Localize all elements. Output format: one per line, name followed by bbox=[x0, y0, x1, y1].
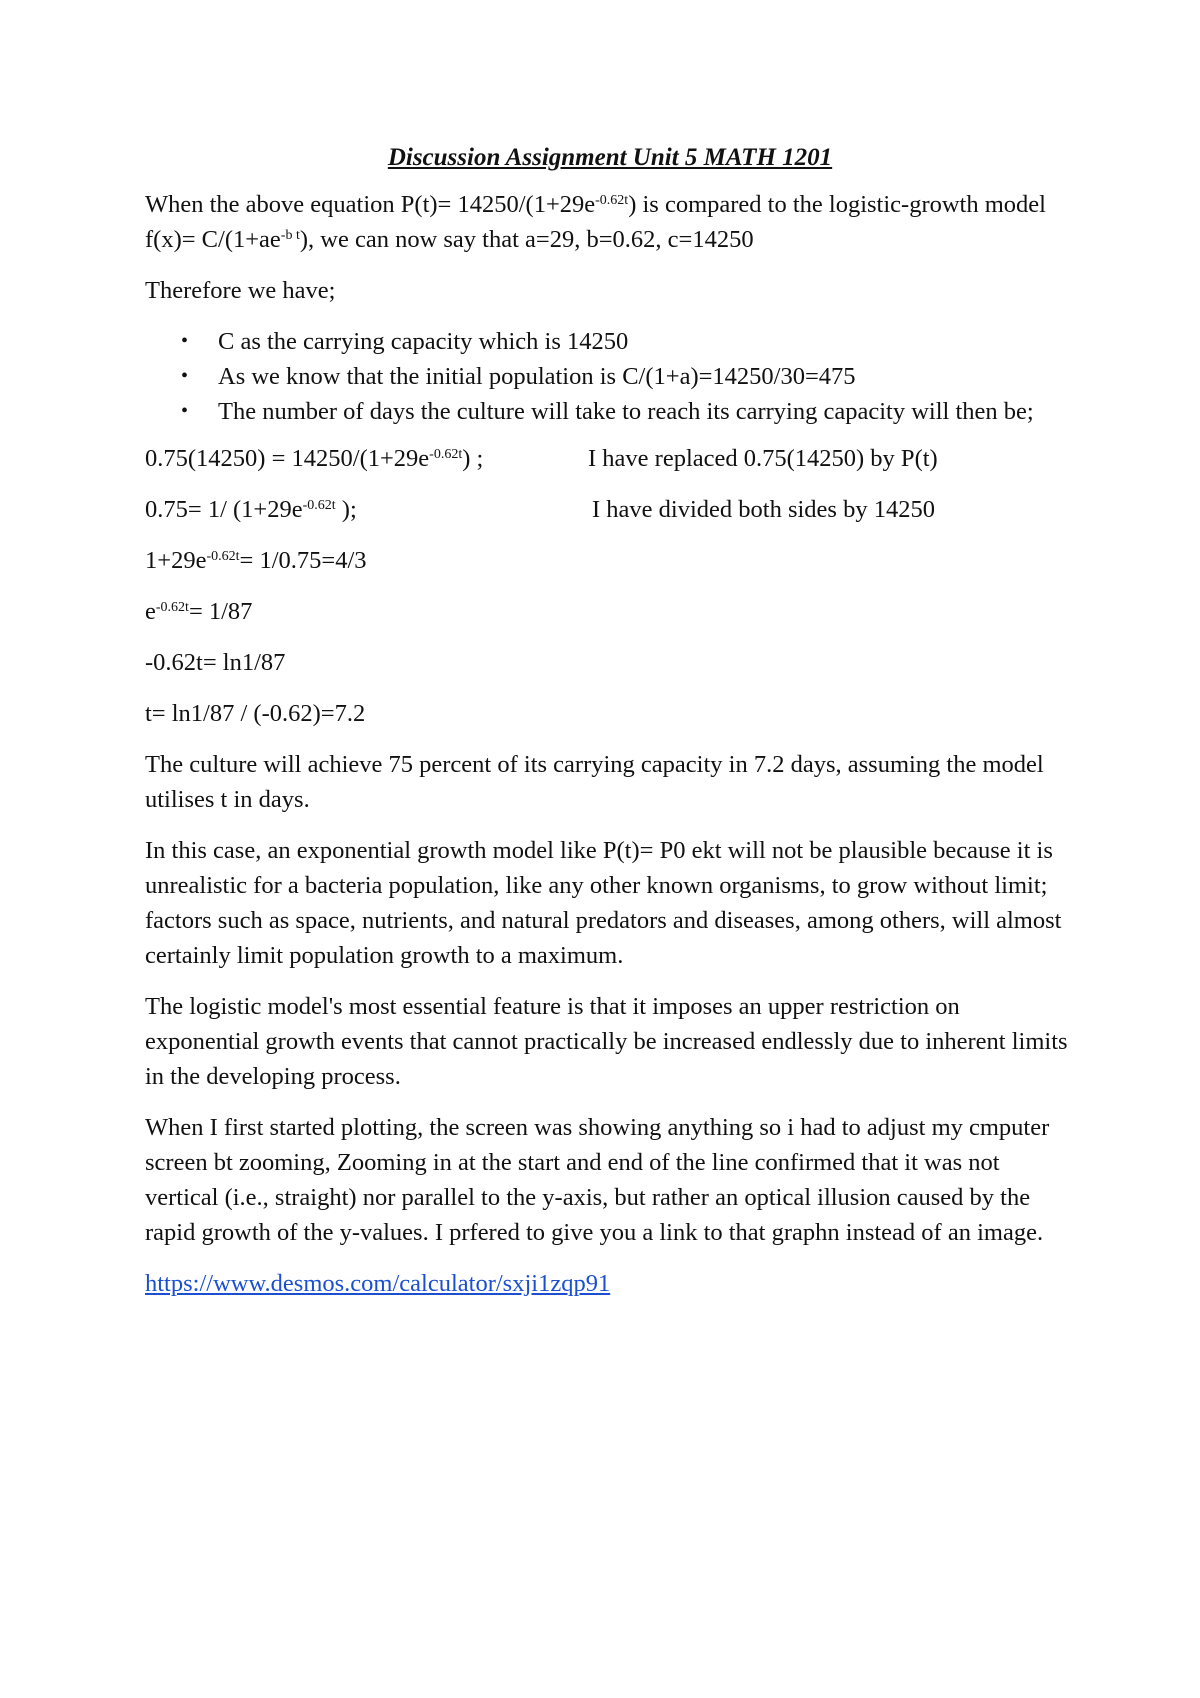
bullet-icon: • bbox=[181, 400, 189, 422]
intro-text-a: When the above equation P(t)= 14250/(1+29e bbox=[145, 191, 596, 218]
culture-paragraph: The culture will achieve 75 percent of its carrying capacity in 7.2 days, assuming the model utilises t in days. bbox=[145, 751, 1044, 813]
plotting-paragraph: When I first started plotting, the screen was showing anything so i had to adjust my cmputer screen bt zooming, Zooming in at the start and end of the line confirmed that it was not vertical (i.e., straight) nor parallel to the y-axis, but rather an optical illusion caused by the rapid growth of the y-values. I prfered to give you a link to that graphn instead of an image. bbox=[145, 1114, 1050, 1246]
list-item-text: The number of days the culture will take to reach its carrying capacity will then be; bbox=[218, 398, 1034, 425]
bullet-icon: • bbox=[181, 365, 189, 387]
logistic-paragraph: The logistic model's most essential feature is that it imposes an upper restriction on exponential growth events that cannot practically be increased endlessly due to inherent limits in the developing process. bbox=[145, 993, 1068, 1090]
equation-row-2 bbox=[145, 492, 1075, 527]
equation-1-text-b: ) ; bbox=[462, 445, 484, 472]
equation-3-text-a: 1+29e bbox=[145, 547, 207, 574]
equation-1-exponent: -0.62t bbox=[429, 447, 463, 462]
equation-6: t= ln1/87 / (-0.62)=7.2 bbox=[145, 700, 366, 727]
list-item bbox=[145, 394, 1075, 429]
list-item bbox=[145, 359, 1075, 394]
equation-2-text-a: 0.75= 1/ (1+29e bbox=[145, 496, 303, 523]
equation-row-1 bbox=[145, 441, 1075, 476]
link-paragraph bbox=[145, 1266, 1075, 1301]
equation-1-text-a: 0.75(14250) = 14250/(1+29e bbox=[145, 445, 430, 472]
therefore-line: Therefore we have; bbox=[145, 277, 336, 304]
intro-exponent-b: -b t bbox=[280, 228, 300, 243]
equation-2-exponent: -0.62t bbox=[302, 498, 336, 513]
bullet-list bbox=[145, 324, 1075, 429]
intro-paragraph bbox=[145, 187, 1075, 257]
equation-2-note: I have divided both sides by 14250 bbox=[592, 496, 935, 523]
list-item-text: C as the carrying capacity which is 14250 bbox=[218, 328, 629, 355]
equation-2-text-b: ); bbox=[335, 496, 357, 523]
equation-3 bbox=[145, 543, 1075, 578]
equation-4 bbox=[145, 594, 1075, 629]
equation-2 bbox=[145, 492, 357, 527]
intro-text-c: ), we can now say that a=29, b=0.62, c=14250 bbox=[299, 226, 754, 253]
equation-3-text-b: = 1/0.75=4/3 bbox=[239, 547, 367, 574]
exponential-paragraph: In this case, an exponential growth model like P(t)= P0 ekt will not be plausible because it is unrealistic for a bacteria population, like any other known organisms, to grow without limit; factors such as space, nutrients, and natural predators and diseases, among others, will almost certainly limit population growth to a maximum. bbox=[145, 837, 1062, 969]
equation-4-exponent: -0.62t bbox=[155, 600, 189, 615]
equation-3-exponent: -0.62t bbox=[206, 549, 240, 564]
equation-5: -0.62t= ln1/87 bbox=[145, 649, 286, 676]
list-item bbox=[145, 324, 1075, 359]
list-item-text: As we know that the initial population is C/(1+a)=14250/30=475 bbox=[218, 363, 856, 390]
equation-1 bbox=[145, 441, 483, 476]
document-page bbox=[145, 140, 1075, 1317]
equation-1-note: I have replaced 0.75(14250) by P(t) bbox=[588, 445, 938, 472]
bullet-icon: • bbox=[181, 330, 189, 352]
intro-exponent-a: -0.62t bbox=[595, 193, 629, 208]
intro-text-b: ) is compared to the logistic-growth model f(x)= C/(1+ae bbox=[145, 191, 1046, 253]
page-title: Discussion Assignment Unit 5 MATH 1201 bbox=[387, 144, 833, 171]
equation-4-text-b: = 1/87 bbox=[188, 598, 253, 625]
equation-4-text-a: e bbox=[145, 598, 156, 625]
desmos-link[interactable]: https://www.desmos.com/calculator/sxji1zqp91 bbox=[145, 1270, 611, 1297]
